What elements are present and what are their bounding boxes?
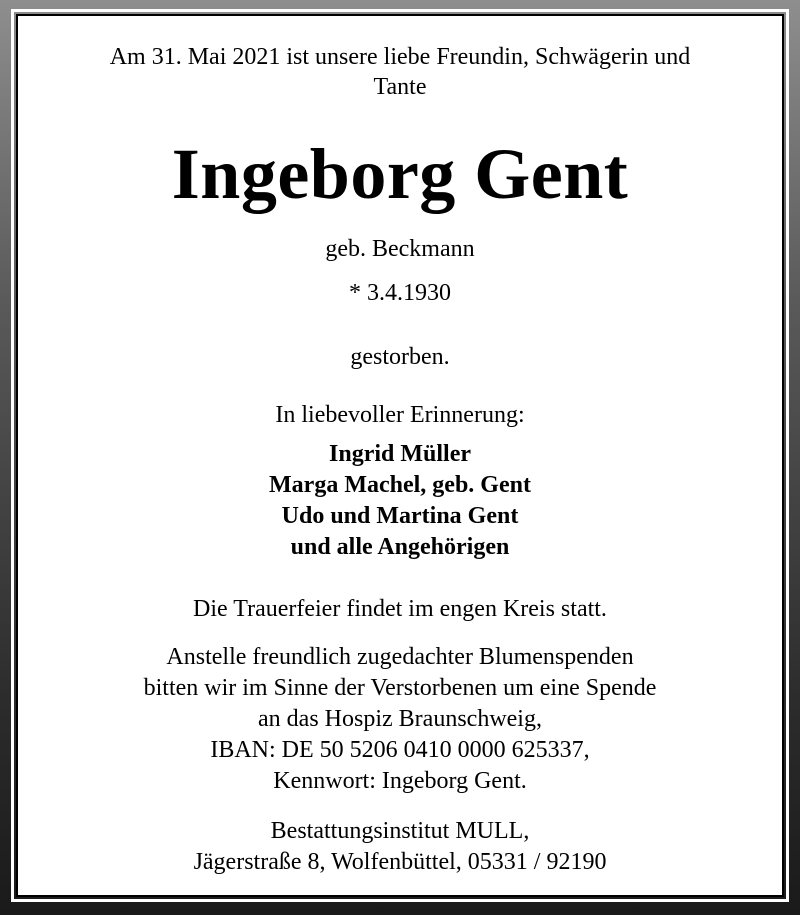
birth-name: geb. Beckmann	[325, 236, 475, 262]
mourner-name: Ingrid Müller	[329, 441, 471, 467]
intro-line-1: Am 31. Mai 2021 ist unsere liebe Freundin, Schwägerin und	[109, 44, 691, 70]
ceremony-note: Die Trauerfeier findet im engen Kreis statt.	[193, 596, 607, 622]
mourner-name: Marga Machel, geb. Gent	[269, 472, 531, 498]
intro-line-2: Tante	[373, 74, 427, 100]
donation-line: an das Hospiz Braunschweig,	[258, 706, 542, 732]
mourner-name: Udo und Martina Gent	[281, 503, 519, 529]
funeral-home-address: Jägerstraße 8, Wolfenbüttel, 05331 / 92190	[193, 849, 607, 875]
died-text: gestorben.	[350, 344, 450, 370]
mourner-name: und alle Angehörigen	[290, 534, 510, 560]
birth-date: * 3.4.1930	[349, 280, 451, 306]
obituary-notice	[16, 14, 784, 897]
donation-line: Anstelle freundlich zugedachter Blumenspenden	[166, 644, 634, 670]
donation-keyword: Kennwort: Ingeborg Gent.	[273, 768, 527, 794]
deceased-name: Ingeborg Gent	[171, 134, 629, 214]
donation-line: bitten wir im Sinne der Verstorbenen um eine Spende	[143, 675, 657, 701]
funeral-home-name: Bestattungsinstitut MULL,	[270, 818, 530, 844]
mourners-intro: In liebevoller Erinnerung:	[275, 402, 525, 428]
donation-iban: IBAN: DE 50 5206 0410 0000 625337,	[210, 737, 590, 763]
